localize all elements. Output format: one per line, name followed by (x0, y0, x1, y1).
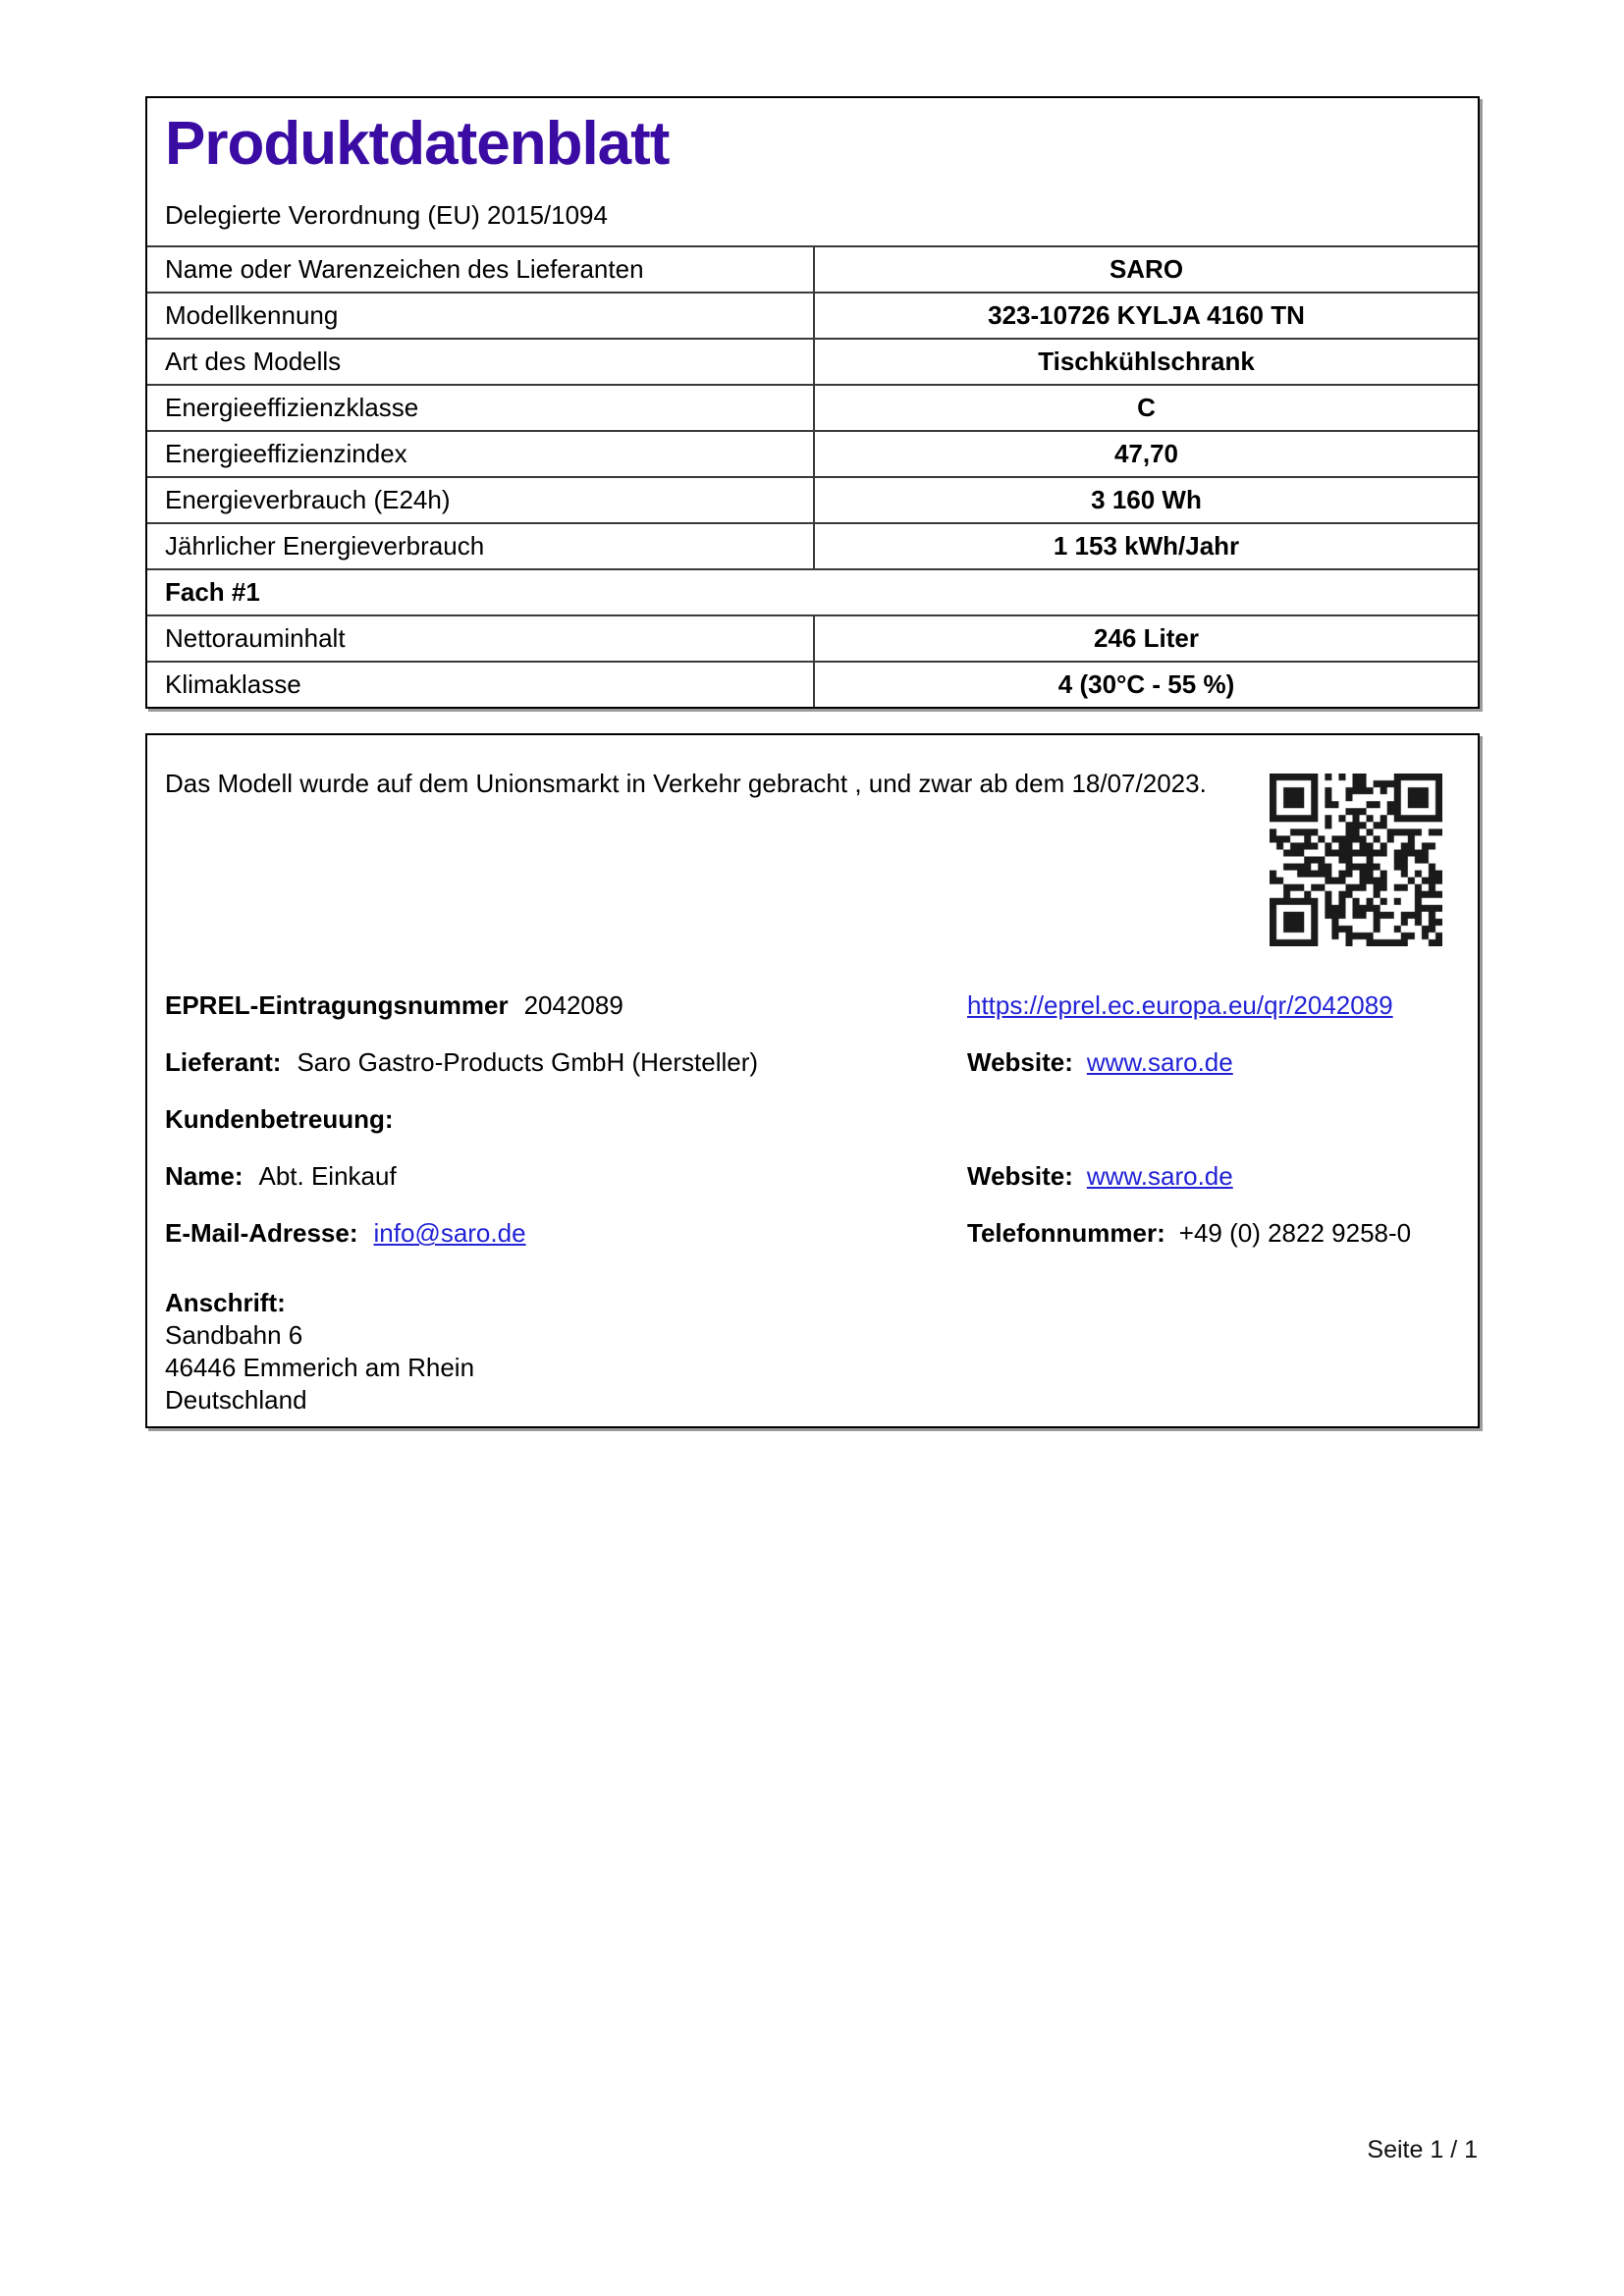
address-line: 46446 Emmerich am Rhein (165, 1353, 475, 1382)
row-label: Energieeffizienzindex (165, 439, 407, 468)
row-value: C (813, 386, 1478, 430)
address-line: Sandbahn 6 (165, 1320, 303, 1350)
row-label: Modellkennung (165, 300, 339, 330)
supplier-value: Saro Gastro-Products GmbH (Hersteller) (297, 1047, 759, 1077)
qr-code (1270, 774, 1442, 946)
table-row (147, 661, 1478, 707)
website-link[interactable]: www.saro.de (1086, 1161, 1233, 1191)
datasheet-box (145, 96, 1480, 709)
row-label: Klimaklasse (165, 669, 301, 699)
website-label: Website: (967, 1161, 1073, 1191)
contact-section (165, 990, 1460, 1275)
website-link[interactable]: www.saro.de (1086, 1047, 1233, 1077)
row-label: Energieverbrauch (E24h) (165, 485, 451, 514)
row-label: Energieeffizienzklasse (165, 393, 419, 422)
contact-name-label: Name: (165, 1161, 244, 1191)
table-row (147, 338, 1478, 384)
section-label: Fach #1 (165, 577, 260, 607)
row-value: Tischkühlschrank (813, 340, 1478, 384)
regulation-subtitle: Delegierte Verordnung (EU) 2015/1094 (165, 200, 608, 230)
phone-label: Telefonnummer: (967, 1218, 1165, 1248)
row-value: 47,70 (813, 432, 1478, 476)
phone-value: +49 (0) 2822 9258-0 (1178, 1218, 1412, 1248)
eprel-number-label: EPREL-Eintragungsnummer (165, 990, 509, 1020)
row-value: 246 Liter (813, 616, 1478, 661)
row-value: SARO (813, 247, 1478, 292)
row-value: 1 153 kWh/Jahr (813, 524, 1478, 568)
page-number: Seite 1 / 1 (1367, 2136, 1478, 2163)
contact-row (165, 1218, 1460, 1275)
datasheet-header (147, 98, 1478, 245)
contact-row (165, 1104, 1460, 1161)
contact-name-value: Abt. Einkauf (258, 1161, 397, 1191)
eprel-link[interactable]: https://eprel.ec.europa.eu/qr/2042089 (967, 990, 1393, 1020)
table-row (147, 430, 1478, 476)
address-label: Anschrift: (165, 1288, 286, 1317)
eprel-number-value: 2042089 (523, 990, 623, 1020)
supplier-box (145, 733, 1480, 1428)
row-value: 4 (30°C - 55 %) (813, 663, 1478, 707)
email-link[interactable]: info@saro.de (373, 1218, 526, 1248)
table-section-row (147, 568, 1478, 614)
address-block (165, 1287, 474, 1416)
row-label: Art des Modells (165, 347, 342, 376)
row-label: Jährlicher Energieverbrauch (165, 531, 485, 561)
contact-row (165, 990, 1460, 1047)
table-row (147, 522, 1478, 568)
table-row (147, 614, 1478, 661)
table-row (147, 384, 1478, 430)
row-label: Name oder Warenzeichen des Lieferanten (165, 254, 644, 284)
row-value: 3 160 Wh (813, 478, 1478, 522)
page-title: Produktdatenblatt (165, 110, 670, 178)
address-line: Deutschland (165, 1385, 307, 1415)
market-release-text: Das Modell wurde auf dem Unionsmarkt in Verkehr gebracht , und zwar ab dem 18/07/2023. (165, 769, 1207, 798)
table-row (147, 476, 1478, 522)
table-row (147, 292, 1478, 338)
website-label: Website: (967, 1047, 1073, 1077)
table-row (147, 245, 1478, 292)
row-value: 323-10726 KYLJA 4160 TN (813, 294, 1478, 338)
supplier-label: Lieferant: (165, 1047, 282, 1077)
contact-row (165, 1161, 1460, 1218)
email-label: E-Mail-Adresse: (165, 1218, 358, 1248)
row-label: Nettorauminhalt (165, 623, 346, 653)
contact-row (165, 1047, 1460, 1104)
customer-care-label: Kundenbetreuung: (165, 1104, 394, 1134)
